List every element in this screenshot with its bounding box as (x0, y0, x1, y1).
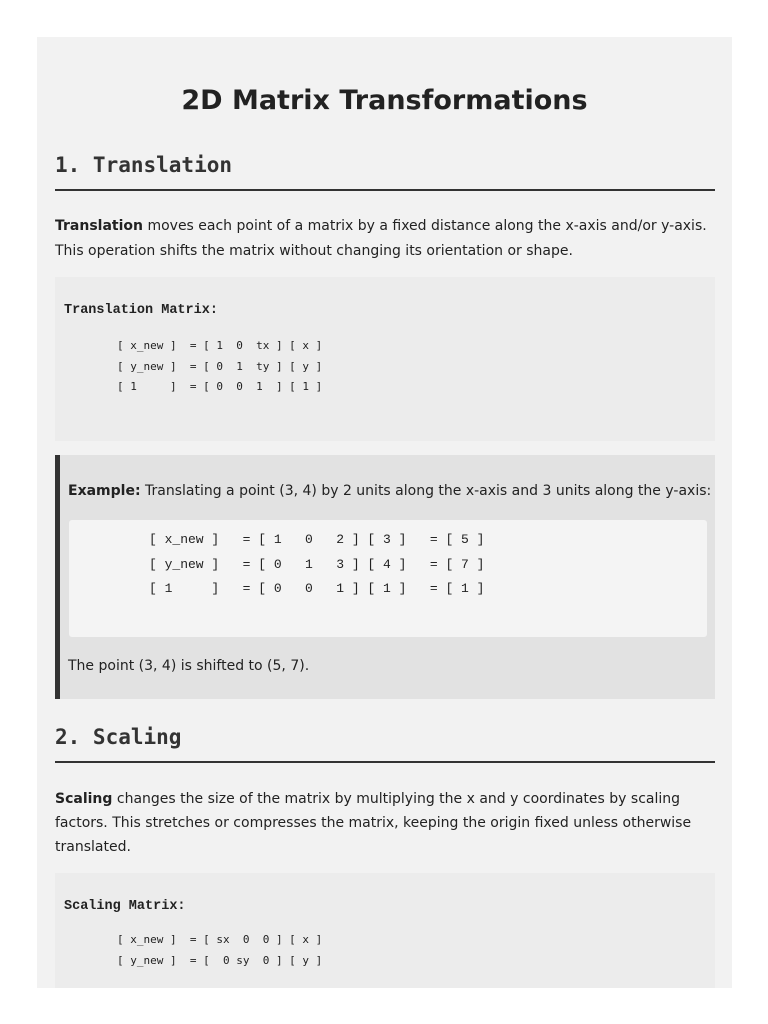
example-line: [ 1 ] = [ 0 0 1 ] [ 1 ] = [ 1 ] (149, 581, 485, 596)
page-title: 2D Matrix Transformations (181, 85, 588, 116)
matrix-line: [ x_new ] = [ sx 0 0 ] [ x ] (117, 933, 323, 946)
example-label: Example: (68, 483, 141, 499)
matrix-line: [ x_new ] = [ 1 0 tx ] [ x ] (117, 339, 323, 352)
matrix-line: [ 1 ] = [ 0 0 1 ] [ 1 ] (117, 380, 323, 393)
example-code (149, 532, 484, 606)
matrix-label: Translation Matrix: (64, 303, 218, 318)
example-callout (55, 455, 715, 699)
example-code-box (69, 520, 707, 637)
term-scaling: Scaling (55, 791, 113, 807)
section-heading-translation: 1. Translation (55, 153, 715, 191)
intro-text: changes the size of the matrix by multiplying the x and y coordinates by scaling factors. This stretches or compresses the matrix, keeping the origin fixed unless otherwise translated. (55, 791, 692, 855)
intro-text: moves each point of a matrix by a fixed distance along the x-axis and/or y-axis. This operation shifts the matrix without changing its orientation or shape. (55, 218, 707, 259)
term-translation: Translation (55, 218, 143, 234)
example-text: Translating a point (3, 4) by 2 units along the x-axis and 3 units along the y-axis: (140, 483, 712, 499)
matrix-line: [ y_new ] = [ 0 sy 0 ] [ y ] (117, 953, 323, 967)
document-page (37, 37, 732, 988)
matrix-code (117, 933, 322, 974)
scaling-intro (55, 787, 715, 859)
example-intro (68, 479, 713, 504)
matrix-code (117, 339, 322, 401)
example-line: [ y_new ] = [ 0 1 3 ] [ 4 ] = [ 7 ] (149, 556, 485, 572)
scaling-matrix-box (55, 873, 715, 988)
section-heading-scaling: 2. Scaling (55, 725, 715, 763)
matrix-label: Scaling Matrix: (64, 899, 186, 914)
translation-matrix-box (55, 277, 715, 441)
translation-intro (55, 214, 715, 264)
example-result: The point (3, 4) is shifted to (5, 7). (68, 658, 310, 674)
example-line: [ x_new ] = [ 1 0 2 ] [ 3 ] = [ 5 ] (149, 532, 485, 547)
matrix-line: [ y_new ] = [ 0 1 ty ] [ y ] (117, 359, 323, 373)
